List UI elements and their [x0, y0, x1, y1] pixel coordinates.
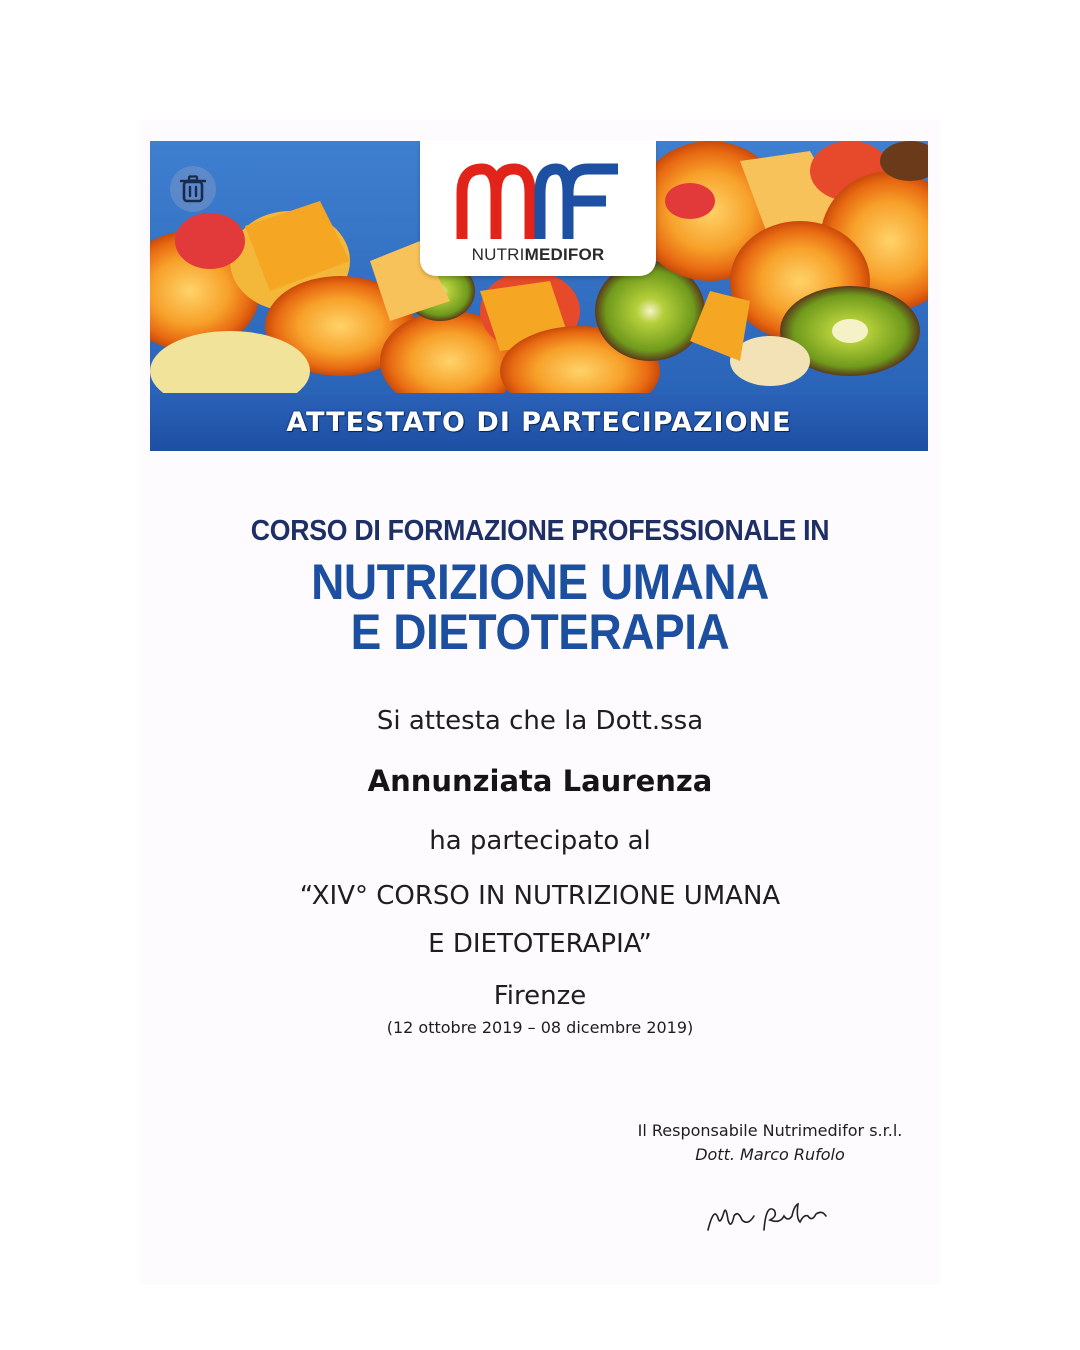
recipient-name: Annunziata Laurenza — [367, 764, 713, 798]
course-intro: CORSO DI FORMAZIONE PROFESSIONALE IN — [250, 515, 830, 547]
attest-text: Si attesta che la Dott.ssa — [376, 706, 704, 736]
banner-title: ATTESTATO DI PARTECIPAZIONE — [286, 406, 792, 438]
handwritten-signature — [704, 1196, 834, 1236]
participated-text: ha partecipato al — [429, 826, 651, 856]
course-title-line-2: E DIETOTERAPIA” — [428, 929, 652, 959]
header-banner — [150, 141, 928, 451]
course-city: Firenze — [493, 981, 587, 1011]
banner-title-bar — [150, 393, 928, 451]
course-dates: (12 ottobre 2019 – 08 dicembre 2019) — [386, 1018, 694, 1037]
trash-icon — [180, 175, 206, 203]
course-name-line-2: E DIETOTERAPIA — [350, 604, 730, 660]
signatory-role: Il Responsabile Nutrimedifor s.r.l. — [637, 1121, 903, 1140]
course-title-quoted — [0, 872, 1080, 968]
nutrimedifor-logo — [420, 141, 656, 276]
logo-wordmark: NUTRIMEDIFOR — [471, 245, 605, 264]
mmf-logo-mark — [456, 163, 622, 241]
signatory-name: Dott. Marco Rufolo — [695, 1145, 845, 1164]
delete-button[interactable] — [170, 166, 216, 212]
course-name — [43, 554, 1037, 660]
course-name-line-1: NUTRIZIONE UMANA — [311, 554, 769, 610]
course-title-line-1: “XIV° CORSO IN NUTRIZIONE UMANA — [299, 881, 781, 911]
